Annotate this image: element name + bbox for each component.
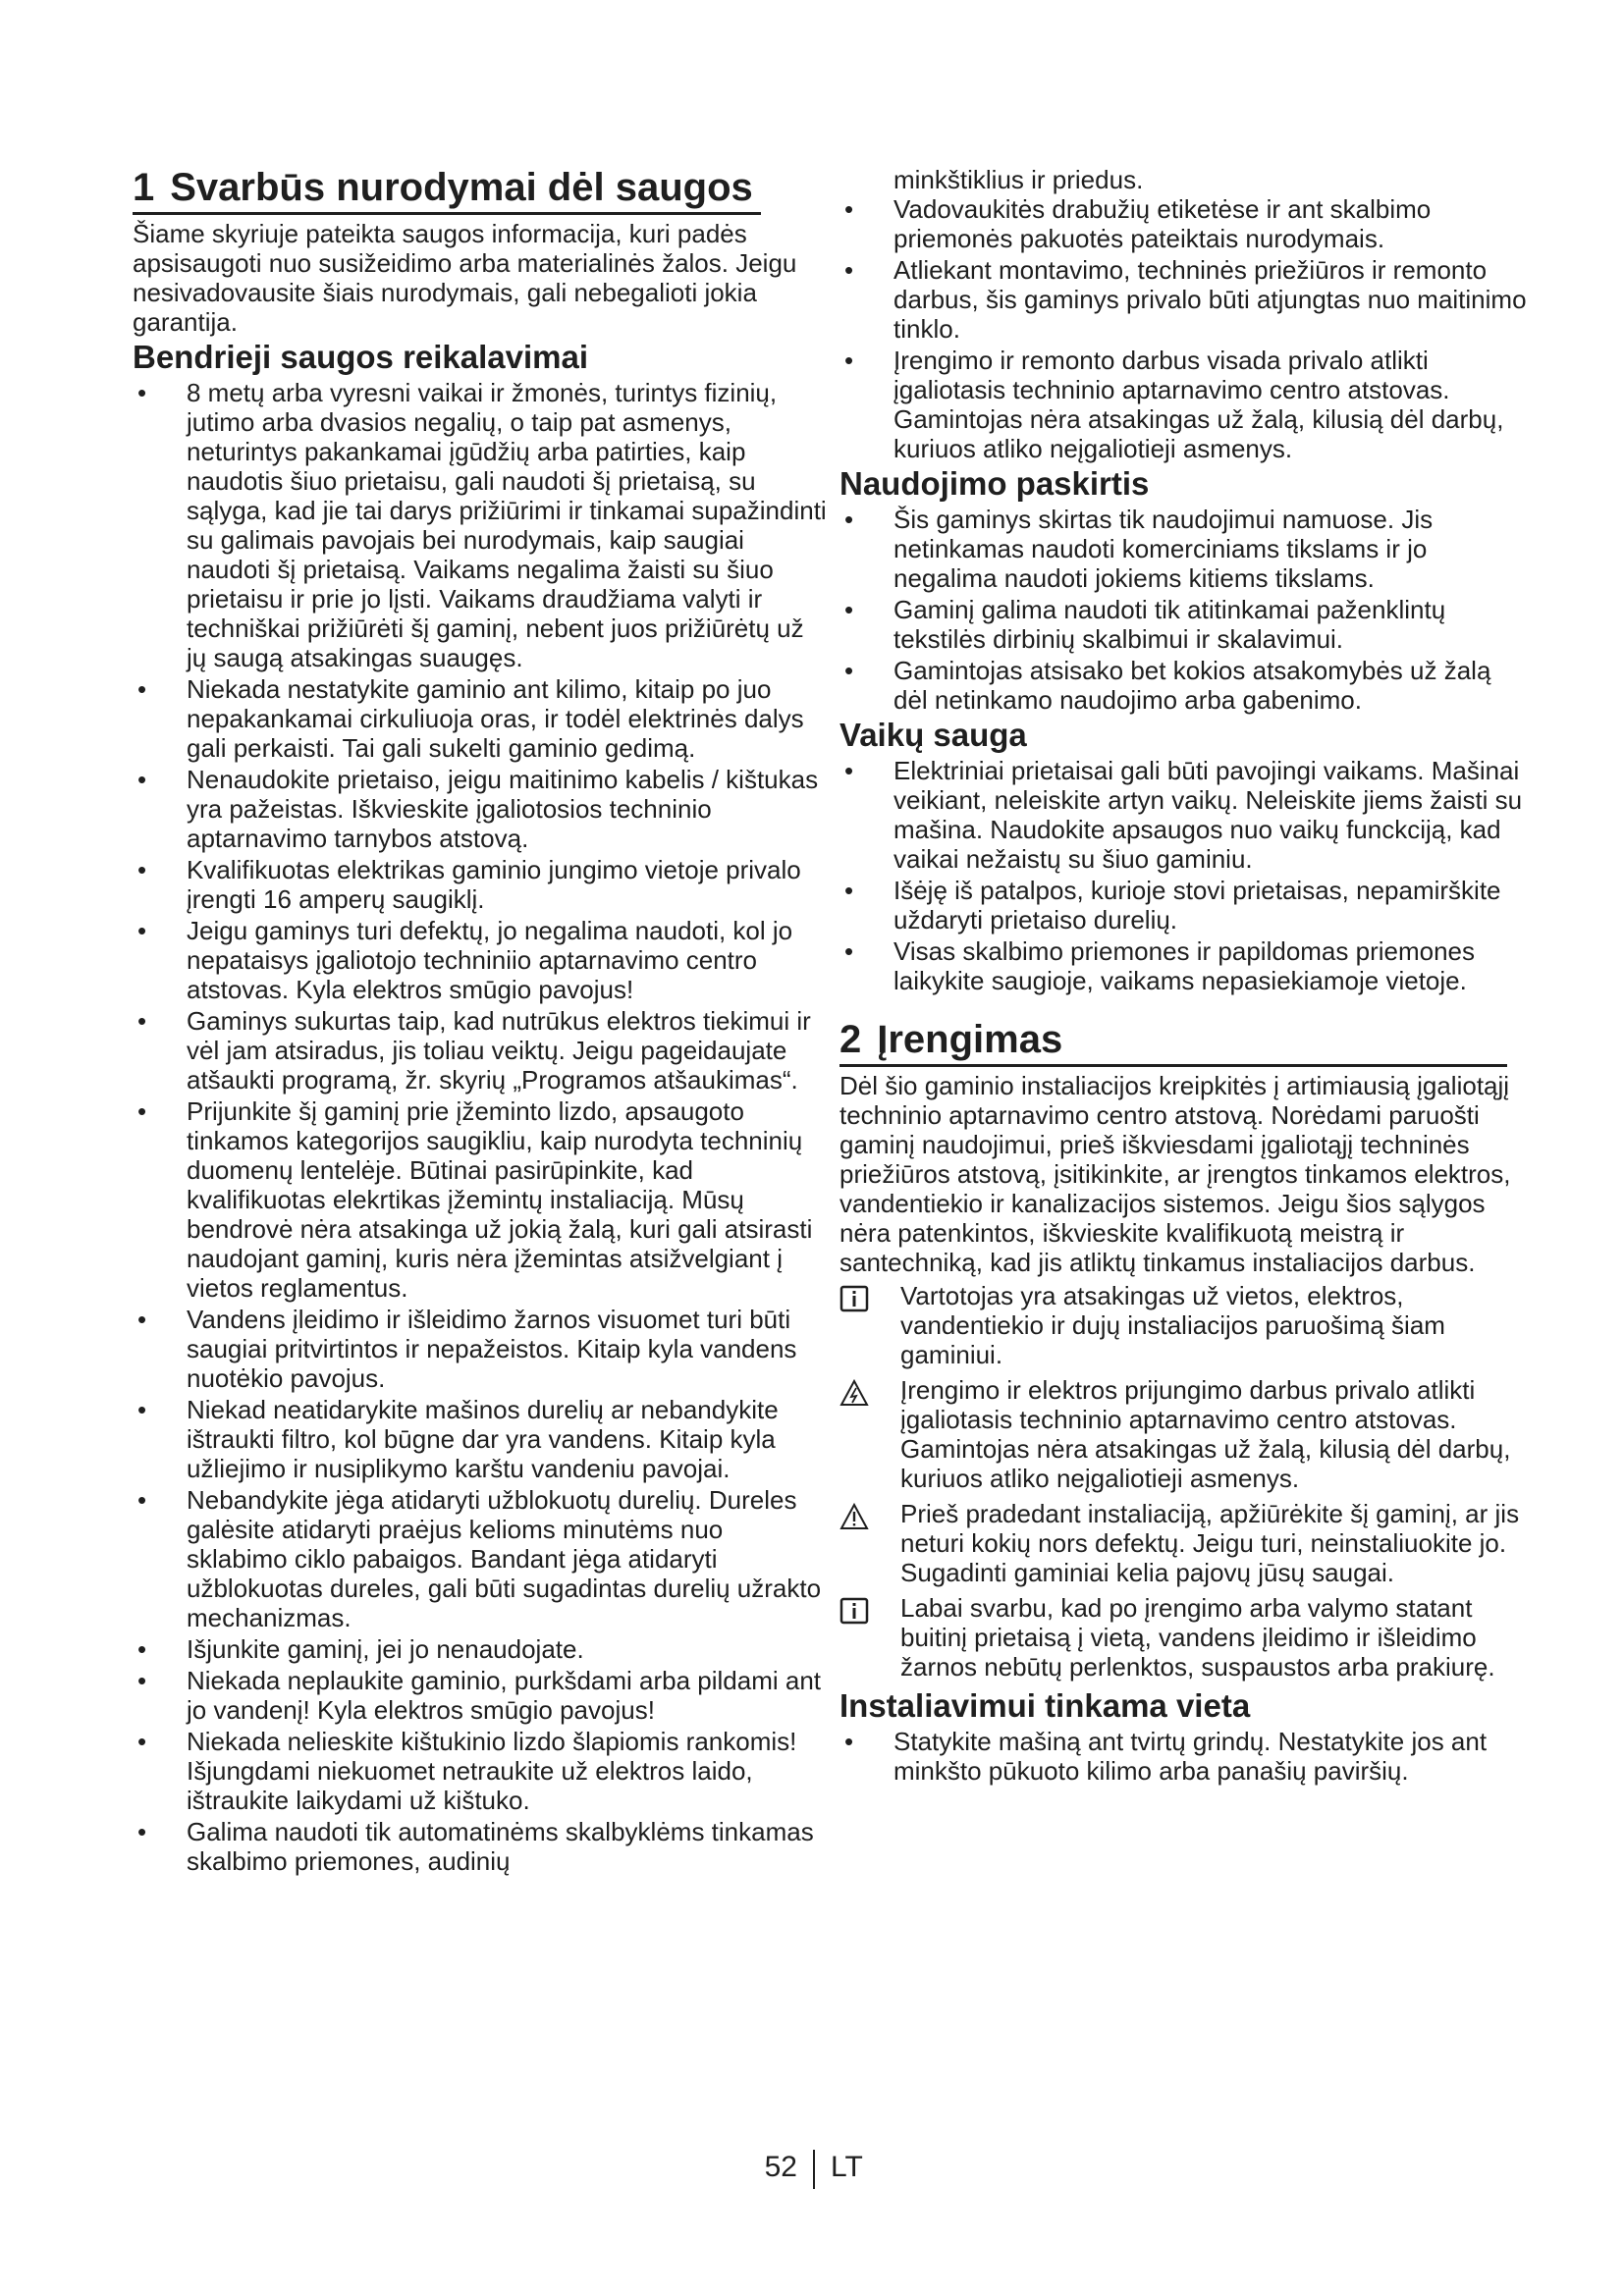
list-item: • Niekad neatidarykite mašinos durelių ar nebandykite ištraukti filtro, kol būgne dar yra vandens. Kitaip kyla užliejimo ir nusiplikymo karštu vandeniu pavojai.: [137, 1395, 779, 1483]
bullet-icon: •: [137, 765, 147, 794]
bullet-icon: •: [844, 656, 854, 685]
bullet-icon: •: [137, 1096, 147, 1126]
bullet-icon: •: [137, 1305, 147, 1334]
bullet-icon: •: [137, 1727, 147, 1756]
bullet-icon: •: [844, 876, 854, 905]
page-footer: [0, 2150, 1624, 2189]
list-item: • Kvalifikuotas elektrikas gaminio jungimo vietoje privalo įrengti 16 amperų saugiklį.: [137, 855, 801, 914]
installation-location-heading: Instaliavimui tinkama vieta: [839, 1687, 1251, 1724]
section-1-title-text: Svarbūs nurodymai dėl saugos: [170, 166, 753, 209]
general-safety-heading: Bendrieji saugos reikalavimai: [133, 339, 589, 375]
section-2-rule: [839, 1064, 1507, 1067]
list-item: • Atliekant montavimo, techninės priežiūros ir remonto darbus, šis gaminys privalo būti atjungtas nuo maitinimo tinklo.: [844, 255, 1527, 344]
list-item: • Jeigu gaminys turi defektų, jo negalima naudoti, kol jo nepataisys įgaliotojo techniniio aptarnavimo centro atstovas. Kyla elektros smūgio pavojus!: [137, 916, 793, 1004]
list-item: • Niekada nestatykite gaminio ant kilimo, kitaip po juo nepakankamai cirkuliuoja oras, ir todėl elektrinės dalys gali perkaisti. Tai gali sukelti gaminio gedimą.: [137, 674, 804, 763]
list-item: • Išjunkite gaminį, jei jo nenaudojate.: [137, 1634, 584, 1664]
list-item: • Išėję iš patalpos, kurioje stovi prietaisas, nepamirškite uždaryti prietaiso durelių.: [844, 876, 1501, 934]
bullet-icon: •: [137, 378, 147, 407]
page-number: 52: [764, 2151, 797, 2183]
list-item: • Nenaudokite prietaiso, jeigu maitinimo kabelis / kištukas yra pažeistas. Iškvieskite įgaliotosios techninio aptarnavimo tarnybos atstovą.: [137, 765, 819, 853]
bullet-icon: •: [137, 1817, 147, 1846]
bullet-icon: •: [137, 855, 147, 884]
list-item: • Gaminį galima naudoti tik atitinkamai paženklintų tekstilės dirbinių skalbimui ir skalavimui.: [844, 595, 1446, 654]
section-2-number: 2: [839, 1018, 862, 1061]
list-item: • Niekada neplaukite gaminio, purkšdami arba pildami ant jo vandenį! Kyla elektros smūgio pavojus!: [137, 1666, 822, 1725]
list-item: • Vandens įleidimo ir išleidimo žarnos visuomet turi būti saugiai pritvirtintos ir nepažeistos. Kitaip kyla vandens nuotėkio pavojus.: [137, 1305, 797, 1393]
info-note: Vartotojas yra atsakingas už vietos, elektros, vandentiekio ir dujų instaliacijos paruošimą šiam gaminiui.: [839, 1281, 1527, 1369]
warning-icon: [839, 1379, 869, 1407]
left-column: [133, 165, 830, 1878]
footer-divider: [813, 2150, 815, 2189]
intended-use-heading: Naudojimo paskirtis: [839, 465, 1150, 502]
bullet-icon: •: [844, 346, 854, 375]
intended-use-list: [839, 505, 1527, 715]
bullet-icon: •: [844, 595, 854, 624]
list-item: • Nebandykite jėga atidaryti užblokuotų durelių. Dureles galėsite atidaryti praėjus kelioms minutėms nuo sklabimo ciklo pabaigos. Bandant jėga atidaryti užblokuotas dureles, gali būti sugadintas durelių užrakto mechanizmas.: [137, 1485, 822, 1632]
bullet-icon: •: [137, 1006, 147, 1036]
list-item: • Elektriniai prietaisai gali būti pavojingi vaikams. Mašinai veikiant, neleiskite artyn vaikų. Neleiskite jiems žaisti su mašina. Naudokite apsaugos nuo vaikų funckciją, kad vaikai nežaistų su šiuo gaminiu.: [844, 756, 1523, 874]
list-item: • Niekada nelieskite kištukinio lizdo šlapiomis rankomis! Išjungdami niekuomet netraukite už elektros laido, ištraukite laikydami už kištuko.: [137, 1727, 797, 1815]
bullet-icon: •: [137, 1666, 147, 1695]
info-icon: [839, 1285, 869, 1312]
bullet-icon: •: [844, 505, 854, 534]
list-item: • Šis gaminys skirtas tik naudojimui namuose. Jis netinkamas naudoti komerciniams tikslams ir jo negalima naudoti jokiems kitiems tikslams.: [844, 505, 1434, 593]
bullet-icon: •: [844, 1727, 854, 1756]
list-item: • Statykite mašiną ant tvirtų grindų. Nestatykite jos ant minkšto pūkuoto kilimo arba panašių paviršių.: [844, 1727, 1488, 1786]
list-item: • Galima naudoti tik automatinėms skalbyklėms tinkamas skalbimo priemones, audinių: [137, 1817, 814, 1876]
usage-safety-list: [839, 194, 1527, 463]
safety-intro: Šiame skyriuje pateikta saugos informacija, kuri padės apsisaugoti nuo susižeidimo arba materialinės žalos. Jeigu nesivadovausite šiais nurodymais, gali nebegalioti jokia garantija.: [133, 219, 797, 337]
list-item: • Prijunkite šį gaminį prie įžeminto lizdo, apsaugoto tinkamos kategorijos saugikliu, kaip nurodyta techninių duomenų lentelėje. Būtinai pasirūpinkite, kad kvalifikuotas elekrtikas įžemintų instaliaciją. Mūsų bendrovė nėra atsakinga už jokią žalą, kuri gali atsirasti naudojant gaminį, kuris nėra įžemintas atsižvelgiant į vietos reglamentus.: [137, 1096, 813, 1303]
info-icon: [839, 1597, 869, 1625]
installation-intro: Dėl šio gaminio instaliacijos kreipkitės į artimiausią įgaliotąjį techninio aptarnavimo centro atstovą. Norėdami paruošti gaminį naudojimui, prieš iškviesdami įgaliotąjį techninės priežiūros atstovą, įsitikinkite, ar įrengtos tinkamos elektros, vandentiekio ir kanalizacijos sistemos. Jeigu šios sąlygos nėra patenkintos, iškvieskite kvalifikuotą meistrą ir santechniką, kad jis atliktų tinkamus instaliacijos darbus.: [839, 1071, 1511, 1277]
continuation-text: minkštiklius ir priedus.: [893, 165, 1144, 194]
info-note: Labai svarbu, kad po įrengimo arba valymo statant buitinį prietaisą į vietą, vandens įleidimo ir išleidimo žarnos nebūtų perlenktos, suspaustos arba prakiurę.: [839, 1593, 1527, 1682]
general-safety-list: [133, 378, 830, 1876]
language-code: LT: [831, 2151, 863, 2183]
list-item: • Gaminys sukurtas taip, kad nutrūkus elektros tiekimui ir vėl jam atsiradus, jis toliau veiktų. Jeigu pageidaujate atšaukti programą, žr. skyrių „Programos atšaukimas“.: [137, 1006, 811, 1095]
list-item: • Vadovaukitės drabužių etiketėse ir ant skalbimo priemonės pakuotės pateiktais nurodymais.: [844, 194, 1432, 253]
right-column: [839, 165, 1527, 1788]
child-safety-list: [839, 756, 1527, 995]
bullet-icon: •: [137, 1395, 147, 1424]
bullet-icon: •: [844, 936, 854, 966]
list-item: • 8 metų arba vyresni vaikai ir žmonės, turintys fizinių, jutimo arba dvasios negalių, o taip pat asmenys, neturintys pakankamai įgūdžių arba patirties, kaip naudotis šiuo prietaisu, gali naudoti šį prietaisą, su sąlyga, kad jie tai darys prižiūrimi ir tinkamai supažindinti su galimais pavojais bei nurodymais, kaip saugiai naudoti šį prietaisą. Vaikams negalima žaisti su šiuo prietaisu ir prie jo lįsti. Vaikams draudžiama valyti ir techniškai prižiūrėti šį gaminį, nebent juos prižiūrėtų už jų saugą atsakingas suaugęs.: [137, 378, 827, 672]
list-item: • Įrengimo ir remonto darbus visada privalo atlikti įgaliotasis techninio aptarnavimo centro atstovas. Gamintojas nėra atsakingas už žalą, kilusią dėl darbų, kuriuos atliko neįgaliotieji asmenys.: [844, 346, 1504, 463]
section-1-title: [133, 165, 830, 210]
section-1-number: 1: [133, 166, 155, 209]
bullet-icon: •: [137, 674, 147, 704]
installation-location-list: [839, 1727, 1527, 1786]
list-item: • Gamintojas atsisako bet kokios atsakomybės už žalą dėl netinkamo naudojimo arba gabenimo.: [844, 656, 1491, 715]
bullet-icon: •: [844, 756, 854, 785]
bullet-icon: •: [137, 1634, 147, 1664]
bullet-icon: •: [844, 194, 854, 224]
list-item: • Visas skalbimo priemones ir papildomas priemones laikykite saugioje, vaikams nepasiekiamoje vietoje.: [844, 936, 1476, 995]
bullet-icon: •: [844, 255, 854, 285]
bullet-icon: •: [137, 916, 147, 945]
child-safety-heading: Vaikų sauga: [839, 717, 1027, 753]
warning-icon: [839, 1503, 869, 1530]
warning-note: Prieš pradedant instaliaciją, apžiūrėkite šį gaminį, ar jis neturi kokių nors defektų. Jeigu turi, neinstaliuokite jo. Sugadinti gaminiai kelia pajovų jūsų saugai.: [839, 1499, 1527, 1587]
bullet-icon: •: [137, 1485, 147, 1515]
section-2-title: [839, 1017, 1527, 1062]
section-2-title-text: Įrengimas: [877, 1018, 1063, 1061]
warning-note: Įrengimo ir elektros prijungimo darbus privalo atlikti įgaliotasis techninio aptarnavimo centro atstovas. Gamintojas nėra atsakingas už žalą, kilusią dėl darbų, kuriuos atliko neįgaliotieji asmenys.: [839, 1375, 1527, 1493]
section-1-rule: [133, 212, 761, 215]
